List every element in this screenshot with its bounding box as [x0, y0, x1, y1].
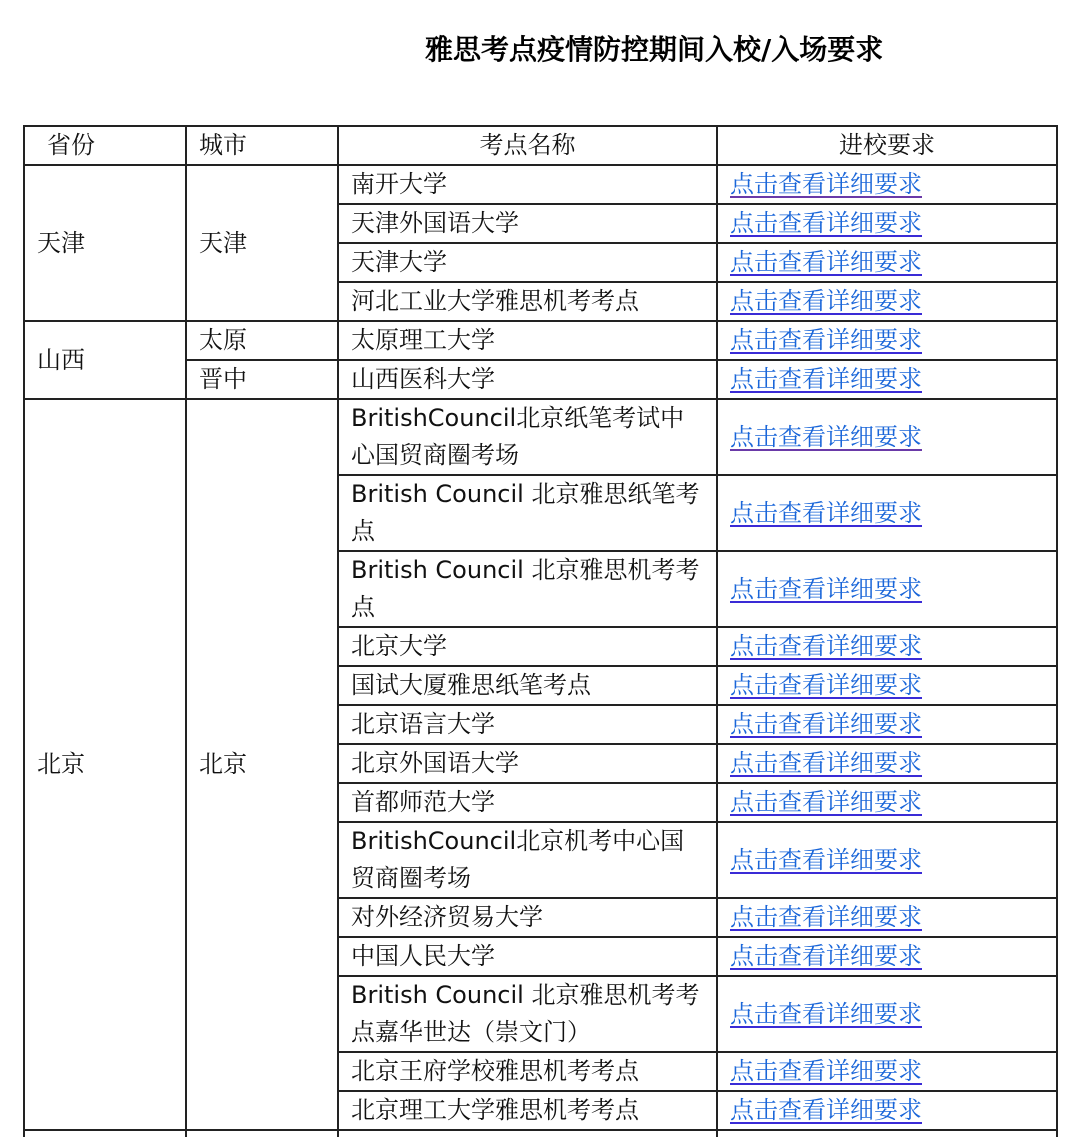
venue-name: 国试大厦雅思纸笔考点: [338, 666, 717, 705]
venue-name: 北京大学: [338, 627, 717, 666]
venue-name: British Council 北京雅思机考考点嘉华世达（崇文门）: [338, 976, 717, 1052]
venue-name: 南开大学: [338, 165, 717, 204]
requirements-link[interactable]: 点击查看详细要求: [730, 422, 922, 451]
venue-name: British Council 北京雅思纸笔考点: [338, 475, 717, 551]
province-cell: 北京: [24, 399, 186, 1130]
requirements-link[interactable]: 点击查看详细要求: [730, 287, 922, 315]
requirements-link[interactable]: 点击查看详细要求: [730, 999, 922, 1028]
venue-name: 天津大学: [338, 243, 717, 282]
header-venue-name: 考点名称: [338, 126, 717, 165]
requirements-link[interactable]: 点击查看详细要求: [730, 326, 922, 354]
requirements-link[interactable]: 点击查看详细要求: [730, 632, 922, 660]
requirements-link[interactable]: 点击查看详细要求: [730, 365, 922, 393]
header-city: 城市: [186, 126, 338, 165]
requirements-link[interactable]: 点击查看详细要求: [730, 788, 922, 816]
venue-name: British Council 北京雅思机考考点: [338, 551, 717, 627]
requirements-link[interactable]: 点击查看详细要求: [730, 671, 922, 699]
venue-name: 中国人民大学: [338, 937, 717, 976]
province-cell: 天津: [24, 165, 186, 321]
table-row: [24, 321, 1057, 360]
venue-name: 对外经济贸易大学: [338, 898, 717, 937]
venue-name: BritishCouncil北京机考中心国贸商圈考场: [338, 822, 717, 898]
requirements-link[interactable]: 点击查看详细要求: [730, 574, 922, 603]
venue-name: 北京理工大学雅思机考考点: [338, 1091, 717, 1130]
table-row-cutoff: [24, 1130, 1057, 1137]
venue-name: 首都师范大学: [338, 783, 717, 822]
city-cell: 晋中: [186, 360, 338, 399]
venue-name: 北京外国语大学: [338, 744, 717, 783]
province-cell: 山西: [24, 321, 186, 399]
city-cell: 北京: [186, 399, 338, 1130]
requirements-link[interactable]: 点击查看详细要求: [730, 845, 922, 874]
table-row: [24, 399, 1057, 475]
requirements-link[interactable]: 点击查看详细要求: [730, 903, 922, 931]
venue-name: 北京语言大学: [338, 705, 717, 744]
venue-name: 河北工业大学雅思机考考点: [338, 282, 717, 321]
requirements-link[interactable]: 点击查看详细要求: [730, 749, 922, 777]
requirements-link[interactable]: 点击查看详细要求: [730, 1096, 922, 1124]
table-row: [24, 165, 1057, 204]
header-province: 省份: [24, 126, 186, 165]
requirements-link[interactable]: 点击查看详细要求: [730, 710, 922, 738]
city-cell: 太原: [186, 321, 338, 360]
header-requirements: 进校要求: [717, 126, 1057, 165]
venue-name: 天津外国语大学: [338, 204, 717, 243]
venue-name: 北京王府学校雅思机考考点: [338, 1052, 717, 1091]
table-header-row: [24, 126, 1057, 165]
venue-requirements-table: [23, 125, 1058, 1137]
venue-name: 山西医科大学: [338, 360, 717, 399]
requirements-link[interactable]: 点击查看详细要求: [730, 170, 922, 198]
requirements-link[interactable]: 点击查看详细要求: [730, 209, 922, 237]
requirements-link[interactable]: 点击查看详细要求: [730, 498, 922, 527]
city-cell: 天津: [186, 165, 338, 321]
requirements-link[interactable]: 点击查看详细要求: [730, 248, 922, 276]
venue-name: 太原理工大学: [338, 321, 717, 360]
requirements-link[interactable]: 点击查看详细要求: [730, 942, 922, 970]
page-title: 雅思考点疫情防控期间入校/入场要求: [425, 33, 884, 66]
requirements-link[interactable]: 点击查看详细要求: [730, 1057, 922, 1085]
venue-name: BritishCouncil北京纸笔考试中心国贸商圈考场: [338, 399, 717, 475]
